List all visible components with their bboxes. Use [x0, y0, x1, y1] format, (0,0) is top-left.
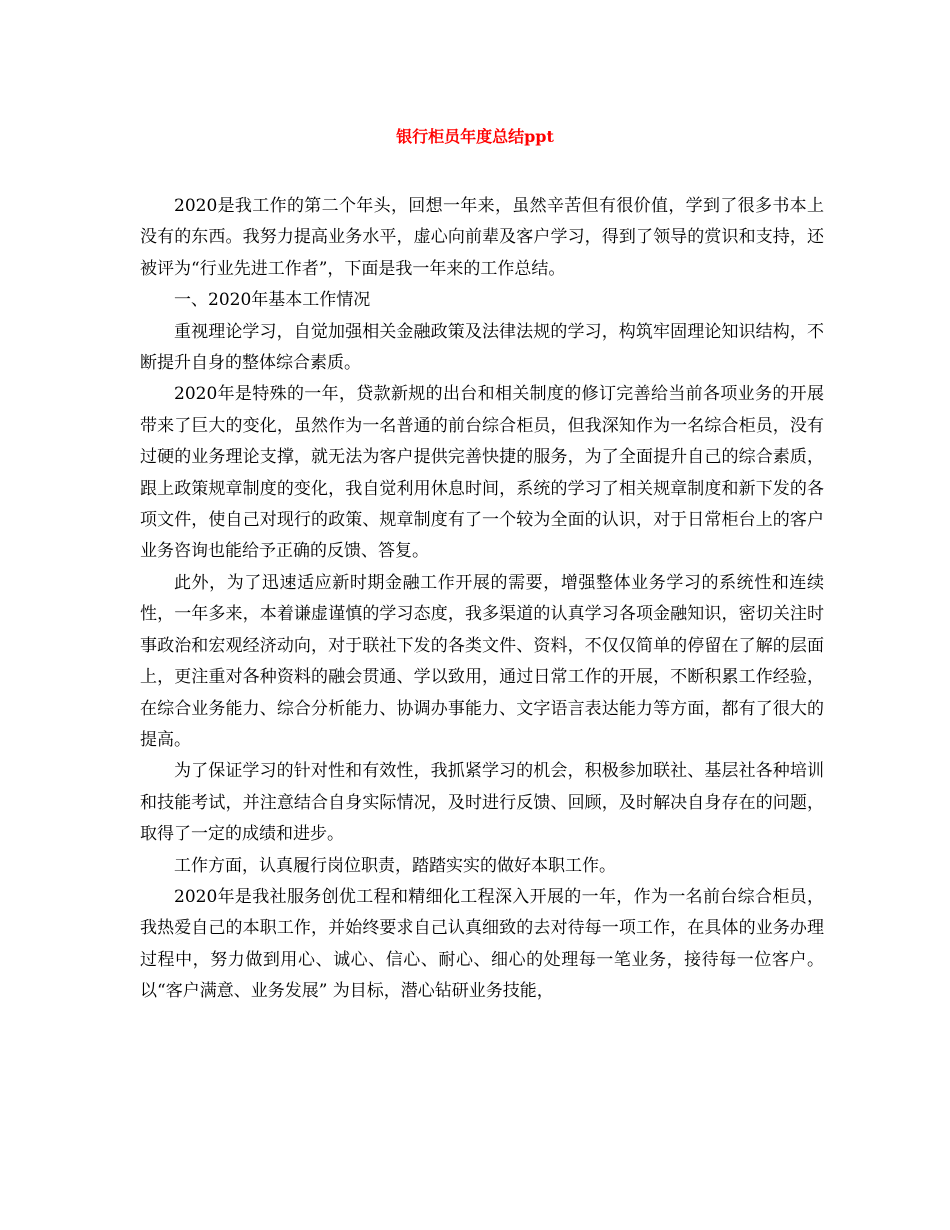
- paragraph-adapt: 此外，为了迅速适应新时期金融工作开展的需要，增强整体业务学习的系统性和连续性，一年多来，本着谦虚谨慎的学习态度，我多渠道的认真学习各项金融知识，密切关注时事政治和宏观经济动向，对于联社下发的各类文件、资料，不仅仅简单的停留在了解的层面上，更注重对各种资料的融会贯通、学以致用，通过日常工作的开展，不断积累工作经验，在综合业务能力、综合分析能力、协调办事能力、文字语言表达能力等方面，都有了很大的提高。: [140, 572, 824, 750]
- paragraph-work: 工作方面，认真履行岗位职责，踏踏实实的做好本职工作。: [174, 855, 616, 876]
- paragraph-training: 为了保证学习的针对性和有效性，我抓紧学习的机会，积极参加联社、基层社各种培训和技能考试，并注意结合自身实际情况，及时进行反馈、回顾，及时解决自身存在的问题，取得了一定的成绩和进步。: [140, 761, 824, 845]
- paragraph-special-year: 2020年是特殊的一年，贷款新规的出台和相关制度的修订完善给当前各项业务的开展带来了巨大的变化，虽然作为一名普通的前台综合柜员，但我深知作为一名综合柜员，没有过硬的业务理论支撑，就无法为客户提供完善快捷的服务，为了全面提升自己的综合素质，跟上政策规章制度的变化，我自觉利用休息时间，系统的学习了相关规章制度和新下发的各项文件，使自己对现行的政策、规章制度有了一个较为全面的认识，对于日常柜台上的客户业务咨询也能给予正确的反馈、答复。: [140, 384, 824, 562]
- document-title: 银行柜员年度总结ppt: [396, 127, 554, 146]
- paragraph-theory-study: 重视理论学习，自觉加强相关金融政策及法律法规的学习，构筑牢固理论知识结构，不断提升自身的整体综合素质。: [140, 321, 824, 374]
- paragraph-intro: 2020是我工作的第二个年头，回想一年来，虽然辛苦但有很价值，学到了很多书本上没有的东西。我努力提高业务水平，虚心向前辈及客户学习，得到了领导的赏识和支持，还被评为“行业先进工作者”，下面是我一年来的工作总结。: [140, 196, 824, 279]
- section-heading: 一、2020年基本工作情况: [174, 290, 371, 311]
- paragraph-service: 2020年是我社服务创优工程和精细化工程深入开展的一年，作为一名前台综合柜员，我热爱自己的本职工作，并始终要求自己认真细致的去对待每一项工作，在具体的业务办理过程中，努力做到用心、诚心、信心、耐心、细心的处理每一笔业务，接待每一位客户。以“客户满意、业务发展” 为目标，潜心钻研业务技能，: [140, 886, 824, 1002]
- document-body: [140, 191, 824, 1008]
